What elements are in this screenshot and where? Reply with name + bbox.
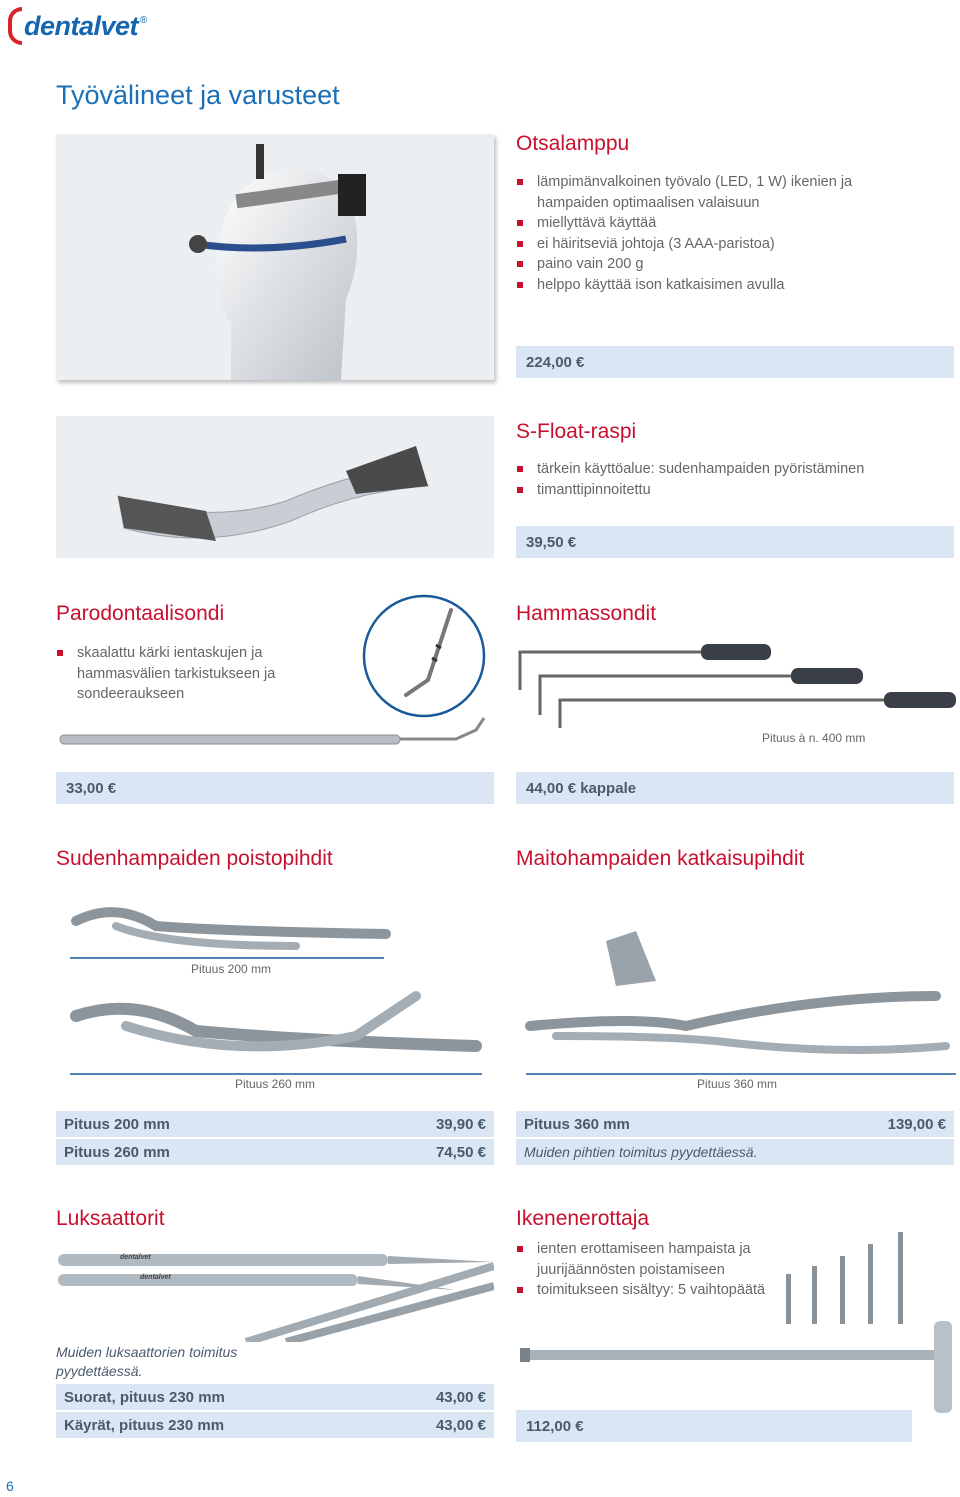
hammassondit-price-bar — [516, 772, 954, 804]
maitohampaiden-row-price: 139,00 € — [887, 1115, 946, 1133]
dentalvet-logo — [8, 8, 147, 44]
luksaattorit-row-label: Käyrät, pituus 230 mm — [64, 1416, 225, 1434]
parodont-price-bar — [56, 772, 494, 804]
luksaattori-logo-label-2: dentalvet — [140, 1274, 171, 1281]
sudenhampaiden-price-row-200 — [56, 1111, 494, 1137]
sudenhampaiden-illustration — [56, 886, 494, 1096]
list-item: ei häiritseviä johtoja (3 AAA-paristoa) — [516, 234, 896, 255]
logo-text: dentalvet — [24, 10, 139, 41]
raspi-illustration — [56, 416, 494, 558]
parodont-title: Parodontaalisondi — [56, 602, 225, 625]
sondit-illustration — [516, 630, 960, 728]
luksaattorit-price-row-suorat — [56, 1384, 494, 1410]
list-item: ienten erottamiseen hampaista ja juurijäännösten poistamiseen — [516, 1239, 766, 1280]
headlamp-illustration — [56, 134, 494, 380]
maitohampaiden-price-row — [516, 1111, 954, 1137]
luksaattorit-row-price: 43,00 € — [435, 1416, 486, 1434]
luksaattori-logo-label-1: dentalvet — [120, 1254, 151, 1261]
ikenenerottaja-price-bar — [516, 1410, 912, 1442]
sudenhampaiden-row-label: Pituus 200 mm — [64, 1115, 170, 1133]
list-item: skaalattu kärki ientaskujen ja hammasvälien tarkistukseen ja sondeeraukseen — [56, 643, 296, 705]
list-item: toimitukseen sisältyy: 5 vaihtopäätä — [516, 1280, 766, 1301]
page-title: Työvälineet ja varusteet — [56, 80, 340, 110]
list-item: miellyttävä käyttää — [516, 213, 896, 234]
luksaattorit-note: Muiden luksaattorien toimitus pyydettäessä. — [56, 1344, 238, 1379]
sudenhampaiden-length-260: Pituus 260 mm — [232, 1077, 318, 1091]
ikenenerottaja-title: Ikenenerottaja — [516, 1207, 650, 1230]
maitohampaiden-note: Muiden pihtien toimitus pyydettäessä. — [524, 1144, 758, 1160]
maitohampaiden-row-label: Pituus 360 mm — [524, 1115, 630, 1133]
forceps-illustration — [56, 886, 494, 1096]
raspi-features — [516, 459, 936, 500]
hammassondit-title: Hammassondit — [516, 602, 657, 625]
sudenhampaiden-row-price: 39,90 € — [435, 1115, 486, 1133]
luksaattorit-title: Luksaattorit — [56, 1207, 165, 1230]
headlamp-title: Otsalamppu — [516, 132, 630, 155]
ikenenerottaja-price: 112,00 € — [526, 1417, 584, 1435]
logo-registered-mark: ® — [140, 14, 148, 26]
sudenhampaiden-row-label: Pituus 260 mm — [64, 1143, 170, 1161]
list-item: timanttipinnoitettu — [516, 480, 936, 501]
hammassondit-length-note: Pituus à n. 400 mm — [762, 731, 866, 745]
luksaattorit-price-row-kayrat — [56, 1412, 494, 1438]
sudenhampaiden-price-row-260 — [56, 1139, 494, 1165]
sudenhampaiden-length-200: Pituus 200 mm — [188, 962, 274, 976]
headlamp-price: 224,00 € — [526, 353, 585, 371]
headlamp-price-bar — [516, 346, 954, 378]
hammassondit-illustration — [516, 630, 960, 728]
parodont-illustration — [56, 590, 494, 760]
maitohampaiden-length-360: Pituus 360 mm — [694, 1077, 780, 1091]
maitohampaiden-note-bar — [516, 1139, 954, 1165]
sudenhampaiden-row-price: 74,50 € — [435, 1143, 486, 1161]
maitohampaiden-title: Maitohampaiden katkaisupihdit — [516, 847, 805, 870]
luksaattorit-row-label: Suorat, pituus 230 mm — [64, 1388, 225, 1406]
luksaattorit-row-price: 43,00 € — [435, 1388, 486, 1406]
logo-arc-icon — [8, 7, 22, 45]
page-number: 6 — [6, 1478, 14, 1494]
headlamp-photo — [56, 134, 494, 380]
headlamp-features — [516, 172, 896, 295]
hammassondit-price: 44,00 € kappale — [526, 779, 637, 797]
list-item: paino vain 200 g — [516, 254, 896, 275]
raspi-photo — [56, 416, 494, 558]
probe-illustration — [56, 590, 494, 760]
list-item: tärkein käyttöalue: sudenhampaiden pyöristäminen — [516, 459, 936, 480]
parodont-price: 33,00 € — [66, 779, 117, 797]
list-item: lämpimänvalkoinen työvalo (LED, 1 W) ikenien ja hampaiden optimaalisen valaisuun — [516, 172, 896, 213]
raspi-price: 39,50 € — [526, 533, 577, 551]
maitohampaiden-illustration — [516, 886, 960, 1096]
sudenhampaiden-title: Sudenhampaiden poistopihdit — [56, 847, 333, 870]
list-item: helppo käyttää ison katkaisimen avulla — [516, 275, 896, 296]
cutter-illustration — [516, 886, 960, 1096]
raspi-price-bar — [516, 526, 954, 558]
raspi-title: S-Float-raspi — [516, 420, 637, 443]
